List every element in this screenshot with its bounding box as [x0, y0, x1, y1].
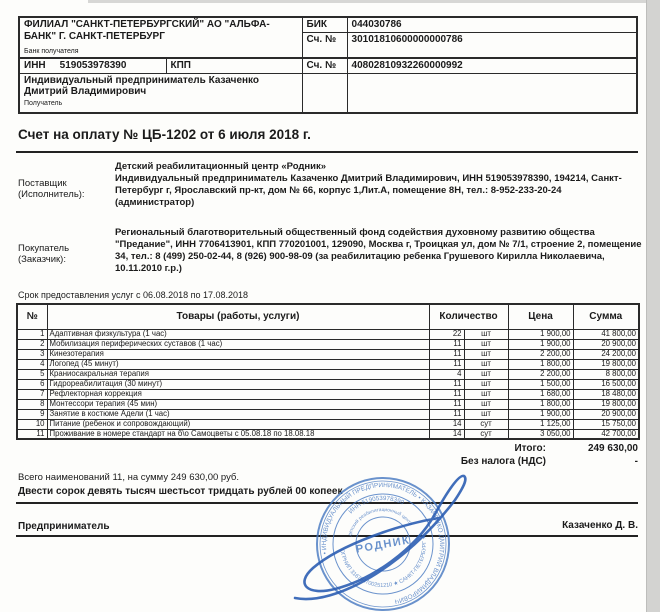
item-name: Гидрореабилитация (30 минут) — [47, 379, 429, 389]
item-sum: 20 900,00 — [573, 409, 639, 419]
item-num: 4 — [17, 359, 47, 369]
item-qty: 11 — [429, 409, 464, 419]
item-qty: 14 — [429, 429, 464, 439]
item-num: 7 — [17, 389, 47, 399]
item-qty: 11 — [429, 339, 464, 349]
item-unit: шт — [464, 369, 508, 379]
header-name: Товары (работы, услуги) — [47, 304, 429, 329]
item-num: 11 — [17, 429, 47, 439]
bank-name-cell — [19, 17, 302, 58]
recipient-cell — [19, 73, 302, 113]
supplier-center-name: Детский реабилитационный центр «Родник» — [115, 161, 327, 172]
supplier-details — [115, 161, 642, 209]
item-qty: 11 — [429, 379, 464, 389]
item-num: 9 — [17, 409, 47, 419]
recipient-name: Индивидуальный предприниматель Казаченко Дмитрий Владимирович — [24, 74, 260, 98]
bank-name: ФИЛИАЛ "САНКТ-ПЕТЕРБУРГСКИЙ" АО "АЛЬФА-БАНК" Г. САНКТ-ПЕТЕРБУРГ — [24, 19, 270, 42]
scan-edge-right — [646, 0, 660, 612]
item-unit: шт — [464, 409, 508, 419]
signer-role: Предприниматель — [18, 521, 110, 532]
item-sum: 15 750,00 — [573, 419, 639, 429]
inn-cell — [19, 58, 166, 73]
bik-label: БИК — [302, 17, 347, 33]
item-sum: 16 500,00 — [573, 379, 639, 389]
bank-caption: Банк получателя — [24, 47, 79, 55]
header-price: Цена — [508, 304, 573, 329]
stamp-ogrn-text: ОГРНИП 316784700251210 ★ САНКТ-ПЕТЕРБУРГ ★ — [338, 534, 429, 590]
bank-row-inn-kpp — [19, 58, 637, 73]
item-unit: шт — [464, 389, 508, 399]
item-unit: сут — [464, 419, 508, 429]
company-stamp — [283, 458, 488, 612]
account-value: 40802810932260000992 — [347, 58, 637, 73]
bik-value: 044030786 — [347, 17, 637, 33]
stamp-inner-ring-text: детский реабилитационный центр — [348, 507, 413, 537]
total-value: 249 630,00 — [587, 443, 638, 454]
title-divider — [16, 151, 638, 153]
item-row — [17, 429, 639, 439]
buyer-label — [18, 243, 113, 266]
corr-account-label: Сч. № — [302, 33, 347, 58]
item-name: Монтессори терапия (45 мин) — [47, 399, 429, 409]
bank-row-bik — [19, 17, 637, 33]
item-name: Адаптивная физкультура (1 час) — [47, 329, 429, 339]
item-row — [17, 359, 639, 369]
signer-name: Казаченко Д. В. — [562, 520, 638, 531]
item-num: 3 — [17, 349, 47, 359]
item-name: Мобилизация периферических суставов (1 час) — [47, 339, 429, 349]
page-title: Счет на оплату № ЦБ-1202 от 6 июля 2018 г. — [18, 127, 311, 142]
corr-account-value: 30101810600000000786 — [347, 33, 637, 58]
item-price: 1 125,00 — [508, 419, 573, 429]
item-row — [17, 399, 639, 409]
item-num: 5 — [17, 369, 47, 379]
item-price: 3 050,00 — [508, 429, 573, 439]
item-sum: 41 800,00 — [573, 329, 639, 339]
item-qty: 11 — [429, 359, 464, 369]
item-price: 1 900,00 — [508, 329, 573, 339]
supplier-details-text: Индивидуальный предприниматель Казаченко Дмитрий Владимирович, ИНН 519053978390, 194214, Санкт-Петербург г, Ярославский пр-кт, дом № 66, корпус 1,Лит.А, помещение 8Н, тел.: 8-952-233-20-24 (администратор) — [115, 172, 622, 208]
item-num: 8 — [17, 399, 47, 409]
item-row — [17, 349, 639, 359]
item-unit: шт — [464, 329, 508, 339]
item-unit: шт — [464, 399, 508, 409]
empty-cell — [302, 73, 347, 113]
item-num: 10 — [17, 419, 47, 429]
stamp-outer-text: • ИНДИВИДУАЛЬНЫЙ ПРЕДПРИНИМАТЕЛЬ • КАЗАЧЕНКО ДМИТРИЙ ВЛАДИМИРОВИЧ — [320, 481, 446, 605]
bank-details-table — [18, 16, 638, 114]
account-label: Сч. № — [302, 58, 347, 73]
item-sum: 19 800,00 — [573, 359, 639, 369]
item-sum: 19 800,00 — [573, 399, 639, 409]
items-table-body — [17, 329, 639, 439]
item-name: Логопед (45 минут) — [47, 359, 429, 369]
stamp-center-text: РОДНИК — [355, 534, 412, 556]
item-row — [17, 379, 639, 389]
supplier-label — [18, 178, 113, 201]
kpp-label: КПП — [166, 58, 302, 73]
item-row — [17, 339, 639, 349]
item-price: 2 200,00 — [508, 349, 573, 359]
item-num: 6 — [17, 379, 47, 389]
inn-value: 519053978390 — [59, 59, 127, 71]
item-unit: шт — [464, 339, 508, 349]
item-num: 2 — [17, 339, 47, 349]
stamp-svg — [283, 458, 488, 612]
empty-cell — [347, 73, 637, 113]
item-sum: 24 200,00 — [573, 349, 639, 359]
item-price: 2 200,00 — [508, 369, 573, 379]
item-unit: сут — [464, 429, 508, 439]
scan-edge-top — [88, 0, 646, 3]
supplier-label-line2: (Исполнитель): — [18, 189, 85, 201]
item-qty: 11 — [429, 389, 464, 399]
item-qty: 22 — [429, 329, 464, 339]
header-num: № — [17, 304, 47, 329]
bank-row-recipient — [19, 73, 637, 113]
item-row — [17, 389, 639, 399]
item-price: 1 500,00 — [508, 379, 573, 389]
item-qty: 11 — [429, 349, 464, 359]
summary-items-count: Всего наименований 11, на сумму 249 630,00 руб. — [18, 472, 240, 483]
item-row — [17, 419, 639, 429]
buyer-label-line2: (Заказчик): — [18, 254, 66, 266]
stamp-inn-text: ИНН 519053978390 — [347, 494, 405, 516]
item-sum: 8 800,00 — [573, 369, 639, 379]
service-period: Срок предоставления услуг с 06.08.2018 по 17.08.2018 — [18, 290, 249, 300]
item-qty: 11 — [429, 399, 464, 409]
tax-value: - — [634, 456, 638, 467]
header-sum: Сумма — [573, 304, 639, 329]
item-name: Краниосакральная терапия — [47, 369, 429, 379]
item-sum: 20 900,00 — [573, 339, 639, 349]
item-price: 1 800,00 — [508, 359, 573, 369]
item-sum: 18 480,00 — [573, 389, 639, 399]
item-num: 1 — [17, 329, 47, 339]
item-qty: 4 — [429, 369, 464, 379]
item-name: Кинезотерапия — [47, 349, 429, 359]
item-name: Проживание в номере стандарт на б\о Самоцветы с 05.08.18 по 18.08.18 — [47, 429, 429, 439]
summary-amount-words: Двести сорок девять тысяч шестьсот тридцать рублей 00 копеек — [18, 486, 343, 497]
buyer-details — [115, 227, 642, 275]
item-sum: 42 700,00 — [573, 429, 639, 439]
item-unit: шт — [464, 379, 508, 389]
item-row — [17, 329, 639, 339]
buyer-details-text: Региональный благотворительный общественный фонд содействия духовному развитию общества "Предание", ИНН 7706413901, КПП 770201001, 129090, Москва г, Троицкая ул, дом № 7/1, строение 2, помещение 34, тел.: 8 (499) 250-02-44, 8 (926) 900-98-09 (за реабилитацию ребенка Грушевого Кирилла Николаевича, 10.11.2010 г.р.) — [115, 227, 642, 274]
item-price: 1 900,00 — [508, 409, 573, 419]
total-row — [461, 443, 638, 454]
total-label: Итого: — [514, 443, 546, 454]
item-row — [17, 409, 639, 419]
header-qty: Количество — [429, 304, 508, 329]
items-table — [16, 303, 640, 440]
inn-label: ИНН — [24, 59, 46, 71]
item-price: 1 800,00 — [508, 399, 573, 409]
item-price: 1 900,00 — [508, 339, 573, 349]
buyer-label-line1: Покупатель — [18, 243, 70, 254]
supplier-label-line1: Поставщик — [18, 178, 67, 189]
item-unit: шт — [464, 359, 508, 369]
item-price: 1 680,00 — [508, 389, 573, 399]
item-name: Занятие в костюме Адели (1 час) — [47, 409, 429, 419]
item-name: Рефлекторная коррекция — [47, 389, 429, 399]
item-name: Питание (ребенок и сопровождающий) — [47, 419, 429, 429]
item-qty: 14 — [429, 419, 464, 429]
item-unit: шт — [464, 349, 508, 359]
item-row — [17, 369, 639, 379]
recipient-caption: Получатель — [24, 100, 63, 108]
items-header-row — [17, 304, 639, 329]
tax-label: Без налога (НДС) — [460, 456, 546, 467]
